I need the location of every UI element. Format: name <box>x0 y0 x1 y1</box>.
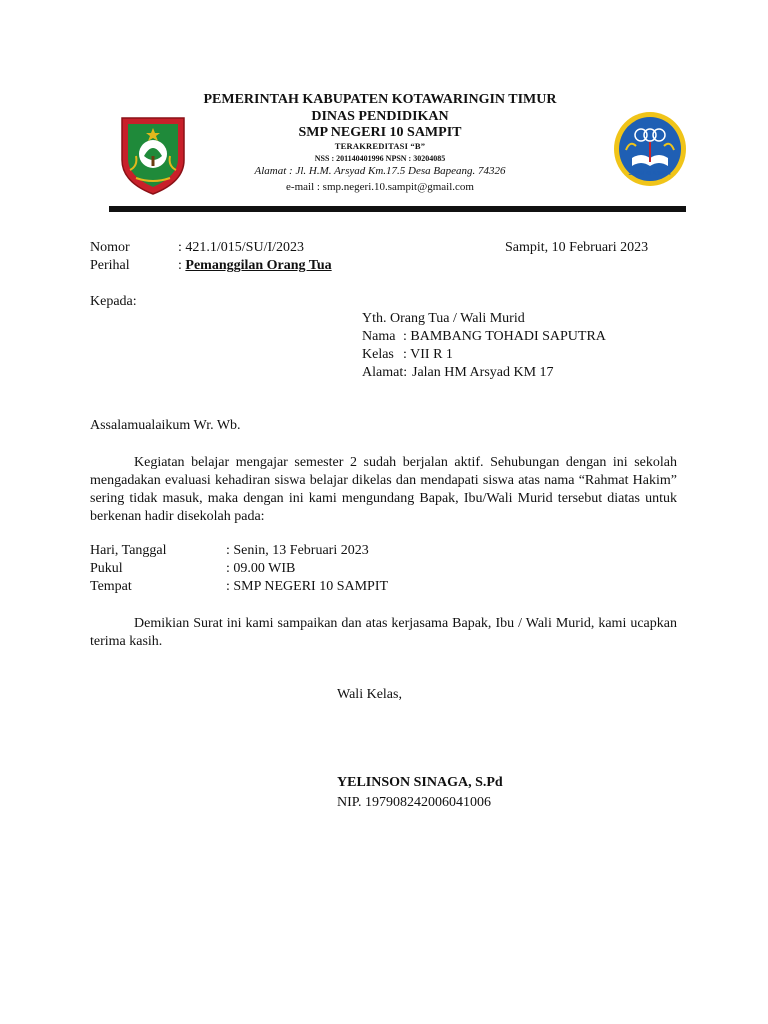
school-logo-text: SMP N 10 SAMPIT <box>628 171 672 177</box>
recipient-nama-value: : BAMBANG TOHADI SAPUTRA <box>403 329 606 344</box>
schedule-time-value: : 09.00 WIB <box>226 561 296 576</box>
letterhead-ids: NSS : 201140401996 NPSN : 30204085 <box>314 154 446 163</box>
perihal-label: Perihal <box>90 258 130 273</box>
nomor-value: : 421.1/015/SU/I/2023 <box>178 240 305 255</box>
place-date: Sampit, 10 Februari 2023 <box>505 240 649 255</box>
letterhead-address: Alamat : Jl. H.M. Arsyad Km.17.5 Desa Bapeang. 74326 <box>254 165 506 177</box>
signature-name: YELINSON SINAGA, S.Pd <box>337 775 503 790</box>
schedule-place-value: : SMP NEGERI 10 SAMPIT <box>226 579 389 594</box>
recipient-alamat-value: Jalan HM Arsyad KM 17 <box>412 365 554 380</box>
letterhead-agency: DINAS PENDIDIKAN <box>311 109 449 124</box>
schedule-place-label: Tempat <box>90 579 132 594</box>
letterhead-divider <box>109 206 686 212</box>
recipient-yth: Yth. Orang Tua / Wali Murid <box>362 311 525 326</box>
letterhead-email: e-mail : smp.negeri.10.sampit@gmail.com <box>286 181 474 193</box>
schedule-day-value: : Senin, 13 Februari 2023 <box>226 543 369 558</box>
body-paragraph-1: Kegiatan belajar mengajar semester 2 sudah berjalan aktif. Sehubungan dengan ini sekolah mengadakan evaluasi kehadiran siswa belajar dikelas dan mendapati siswa atas nama “Rahmat Hakim” sering tidak masuk, maka dengan ini kami mengundang Bapak, Ibu/Wali Murid tersebut diatas untuk berkenan hadir disekolah pada: <box>90 455 677 524</box>
letterhead-accreditation: TERAKREDITASI “B” <box>334 141 426 151</box>
nomor-label: Nomor <box>90 240 130 255</box>
recipient-kelas-label: Kelas <box>362 347 394 362</box>
letterhead-school-name: SMP NEGERI 10 SAMPIT <box>298 125 462 140</box>
signature-role: Wali Kelas, <box>337 687 402 702</box>
recipient-alamat-label: Alamat: <box>362 365 408 380</box>
body-paragraph-2: Demikian Surat ini kami sampaikan dan atas kerjasama Bapak, Ibu / Wali Murid, kami ucapkan terima kasih. <box>90 616 677 649</box>
perihal-subject: Pemanggilan Orang Tua <box>185 258 332 273</box>
letterhead-government: PEMERINTAH KABUPATEN KOTAWARINGIN TIMUR <box>203 92 557 107</box>
schedule-time-label: Pukul <box>90 561 123 576</box>
kepada-label: Kepada: <box>90 294 137 309</box>
recipient-kelas-value: : VII R 1 <box>403 347 453 362</box>
signature-nip: NIP. 197908242006041006 <box>337 795 492 810</box>
schedule-day-label: Hari, Tanggal <box>90 543 167 558</box>
greeting: Assalamualaikum Wr. Wb. <box>90 418 241 433</box>
perihal-colon: : <box>178 258 182 273</box>
recipient-nama-label: Nama <box>362 329 396 344</box>
